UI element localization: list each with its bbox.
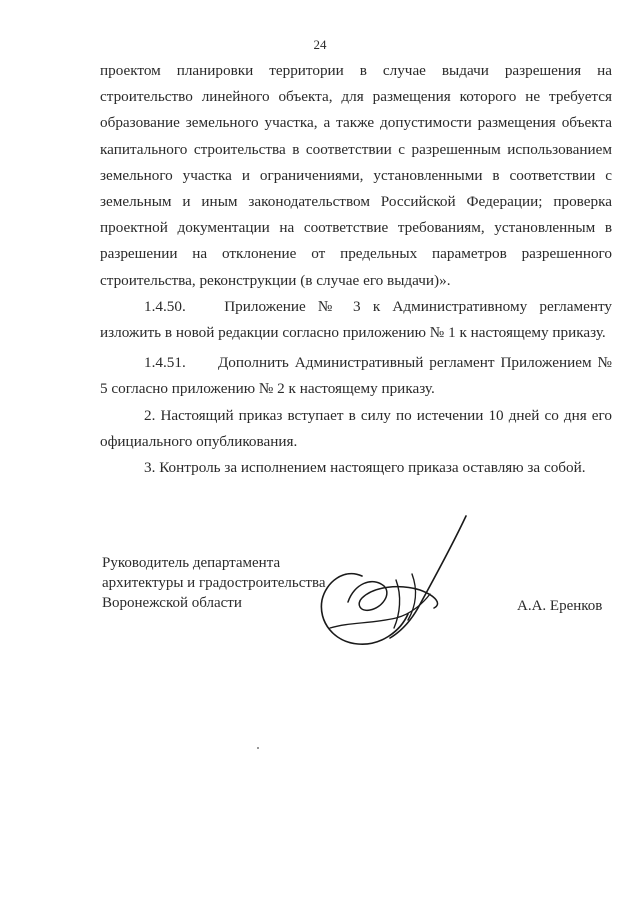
clause-number: 1.4.50. [144,297,186,315]
paragraph-3: 3. Контроль за исполнением настоящего приказа оставляю за собой. [144,459,586,477]
page-number: 24 [313,37,327,52]
paragraph-2: 2. Настоящий приказ вступает в силу по истечении 10 дней со дня его официального опубликования. [100,406,612,450]
paragraph-1-4-51 [100,350,612,402]
signatory-title-line: архитектуры и градостроительства [102,575,326,591]
scan-speck [257,747,259,749]
paragraph-continuation: проектом планировки территории в случае выдачи разрешения на строительство линейного объекта, для размещения которого не требуется образование земельного участка, а также допустимости размещения объекта капитального строительства в соответствии с разрешенным использованием земельного участка и ограничениями, установленными в соответствии с земельным и иным законодательством Российской Федерации; проверка проектной документации на соответствие требованиям, установленным в разрешении на отклонение от предельных параметров разрешенного строительства, реконструкции (в случае его выдачи)». [100,62,612,289]
signatory-title-line: Воронежской области [102,595,242,611]
signatory-title-line: Руководитель департамента [102,555,281,571]
paragraph-1-4-50 [100,294,612,346]
clause-text: Приложение № 3 к Административному регламенту изложить в новой редакции согласно приложению № 1 к настоящему приказу. [100,297,612,342]
clause-text: Дополнить Административный регламент Приложением № 5 согласно приложению № 2 к настоящему приказу. [100,354,612,398]
signatory-name: А.А. Еренков [517,598,603,614]
handwritten-signature [300,510,480,660]
clause-number: 1.4.51. [144,354,186,372]
document-body [100,58,612,481]
signatory-title [102,553,325,613]
